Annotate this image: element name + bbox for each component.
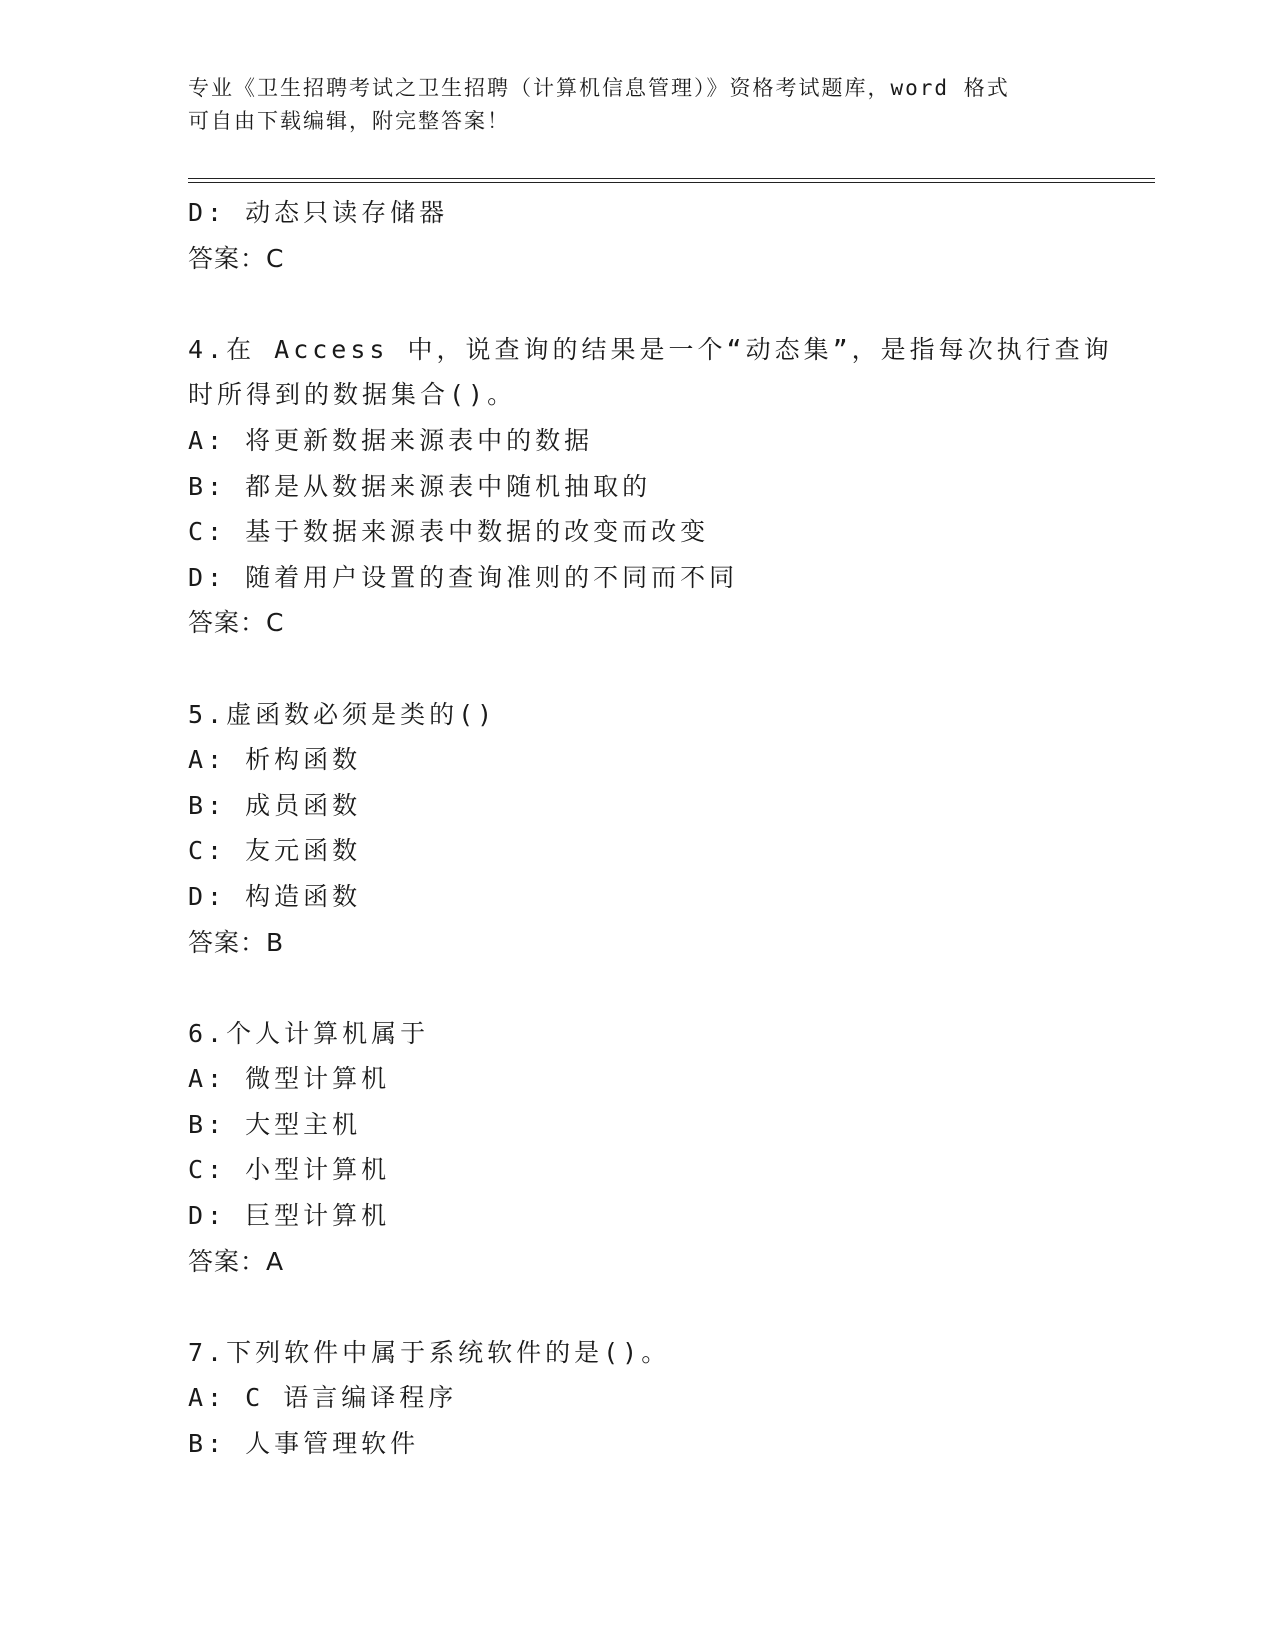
question-6-answer: 答案：A [188,1246,285,1276]
question-6-option-b: B: 大型主机 [188,1109,362,1139]
question-7-option-a: A: C 语言编译程序 [188,1383,458,1413]
question-5-answer: 答案：B [188,927,285,957]
question-4-stem-cont: 时所得到的数据集合()。 [188,380,517,410]
question-5-option-c: C: 友元函数 [188,836,362,866]
question-5-stem: 5.虚函数必须是类的() [188,699,497,729]
header-line-2: 可自由下载编辑，附完整答案！ [188,109,510,133]
question-5-option-d: D: 构造函数 [188,881,362,911]
question-list [188,190,1138,1467]
question-6-stem: 6.个人计算机属于 [188,1018,430,1048]
question-6-option-d: D: 巨型计算机 [188,1201,391,1231]
question-4-answer: 答案：C [188,608,285,638]
header-divider [188,178,1155,183]
question-4-option-d: D: 随着用户设置的查询准则的不同而不同 [188,562,739,592]
question-4-stem: 4.在 Access 中，说查询的结果是一个“动态集”，是指每次执行查询 [188,334,1113,364]
question-7-stem: 7.下列软件中属于系统软件的是()。 [188,1337,671,1367]
question-5-option-a: A: 析构函数 [188,745,362,775]
question-6-option-c: C: 小型计算机 [188,1155,391,1185]
question-5-option-b: B: 成员函数 [188,790,362,820]
answer-label: 答案：C [188,243,285,273]
header-line-1: 专业《卫生招聘考试之卫生招聘（计算机信息管理）》资格考试题库，word 格式 [188,76,1010,100]
question-4-option-c: C: 基于数据来源表中数据的改变而改变 [188,517,710,547]
question-4-option-a: A: 将更新数据来源表中的数据 [188,425,594,455]
question-4-option-b: B: 都是从数据来源表中随机抽取的 [188,471,652,501]
option-d: D: 动态只读存储器 [188,198,449,227]
question-7-option-b: B: 人事管理软件 [188,1429,420,1459]
question-6-option-a: A: 微型计算机 [188,1064,391,1094]
document-header [188,72,1088,138]
